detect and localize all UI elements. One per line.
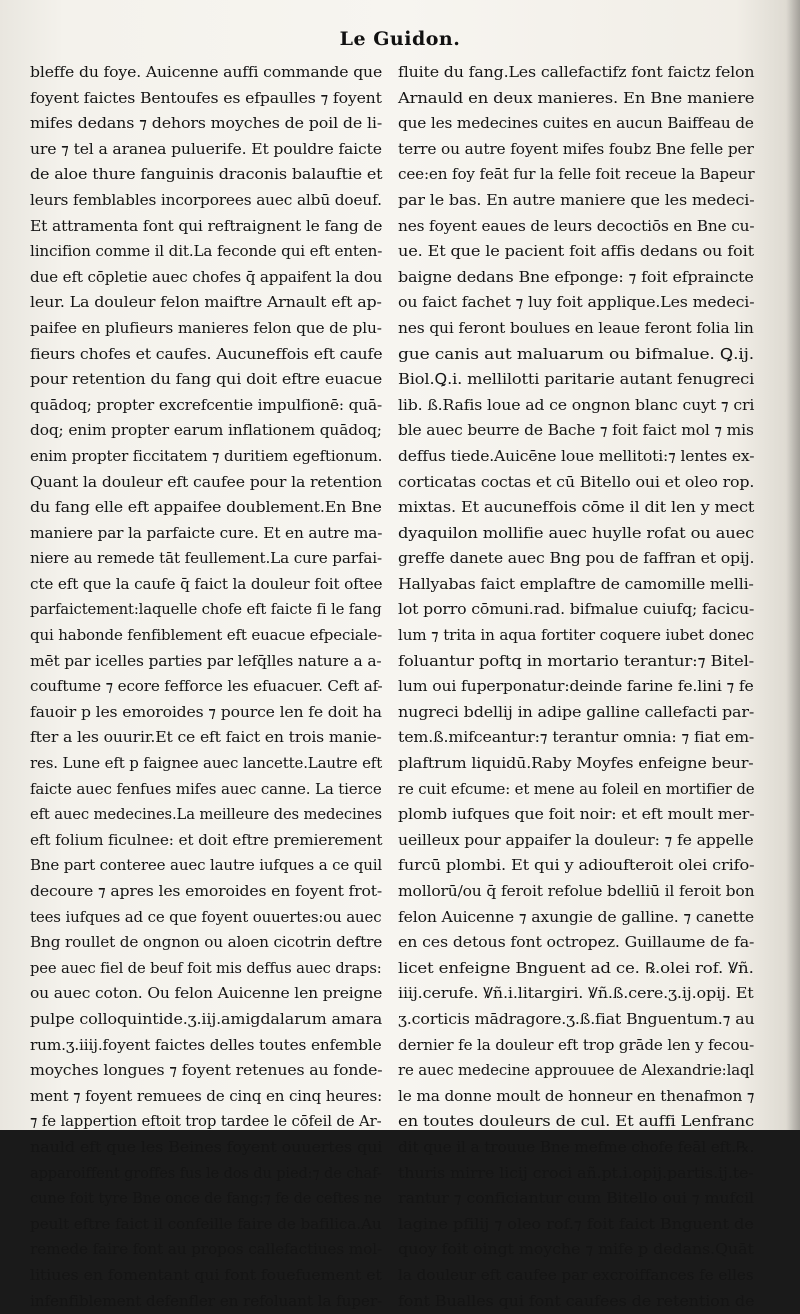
- text-line: fluite du fang.Les callefactifz font faictz felon: [398, 60, 769, 86]
- text-line: leur. La douleur felon maiftre Arnault eft ap-: [30, 290, 398, 316]
- text-line: rantur ⁊ conficiantur cum Bitello oui ⁊ mufcil: [398, 1186, 772, 1212]
- text-line: mollorū/ou q̄ feroit refolue bdelliū il feroit bon: [398, 879, 761, 905]
- text-line: paifee en plufieurs manieres felon que de plu-: [30, 316, 386, 342]
- text-line: lagine pfilij ⁊ oleo rof.⁊ foit faict Bnguent de: [398, 1212, 781, 1238]
- text-line: nes foyent eaues de leurs decoctiōs en Bne cu-: [398, 214, 757, 240]
- text-line: Et attramenta font qui reftraignent le fang de: [30, 214, 389, 240]
- text-line: niere au remede tāt feullement.La cure parfai-: [30, 546, 382, 572]
- text-line: que les medecines cuites en aucun Baiffeau de: [398, 111, 756, 137]
- text-line: pee auec fiel de beuf foit mis deffus auec draps:: [30, 956, 371, 982]
- text-line: fieurs chofes et caufes. Aucuneffois eft caufe: [30, 342, 395, 368]
- text-line: fter a les ouurir.Et ce eft faict en trois manie-: [30, 725, 392, 751]
- text-line: ure ⁊ tel a aranea puluerife. Et pouldre faicte: [30, 137, 392, 163]
- text-line: felon Auicenne ⁊ axungie de galline. ⁊ canette: [398, 905, 764, 931]
- text-line: faicte auec fenfues mifes auec canne. La tierce: [30, 777, 378, 803]
- text-line: bleffe du foye. Auicenne auffi commande que: [30, 60, 392, 86]
- text-line: licet enfeigne Bnguent ad ce. ℞.olei rof. Ꝟñ.: [398, 956, 787, 982]
- text-line: lum ⁊ trita in aqua fortiter coquere iubet donec: [398, 623, 753, 649]
- text-line: dernier fe la douleur eft trop grāde len y fecou-: [398, 1033, 752, 1059]
- text-line: peult eftre faict il confeille faire de bafilica.Au: [30, 1212, 385, 1238]
- text-line: ble auec beurre de Bache ⁊ foit faict mol ⁊ mis: [398, 418, 760, 444]
- text-line: quoy foit oingt moyche ⁊ mife p dedans.Quāt: [398, 1237, 773, 1263]
- text-line: iiij.cerufe. Ꝟñ.i.litargiri. Ꝟñ.ß.cere.ʒ.ij.opij. Et: [398, 981, 773, 1007]
- text-line: greffe danete auec Bng pou de faffran et opij.: [398, 546, 765, 572]
- text-line: mēt par icelles parties par lefq̄lles nature a a-: [30, 649, 388, 675]
- text-line: thuris mirre licij croci añ.pt.i.opij.partis.ij.te-: [398, 1161, 773, 1187]
- text-line: doq; enim propter earum inflationem quādoq;: [30, 418, 387, 444]
- text-line: par le bas. En autre maniere que les medeci-: [398, 188, 772, 214]
- text-line: qui habonde fenfiblement eft euacue efpeciale-: [30, 623, 378, 649]
- text-line: cune foit tyre Bne once de fang:⁊ fe de ceftes ne: [30, 1186, 369, 1212]
- text-line: ment ⁊ foyent remuees de cinq en cinq heures:: [30, 1084, 380, 1110]
- text-line: apparoiffent groffes fus le dos du pied:⁊ de chaf-: [30, 1161, 369, 1187]
- text-line: du fang elle eft appaifee doublement.En Bne: [30, 495, 397, 521]
- text-line: Bng roullet de ongnon ou aloen cicotrin deftre: [30, 930, 383, 956]
- text-line: ʒ.corticis mādragore.ʒ.ß.fiat Bnguentum.⁊ au: [398, 1007, 769, 1033]
- text-line: le ma donne moult de honneur en thenafmon ⁊: [398, 1084, 757, 1110]
- text-line: foluantur poftq in mortario terantur:⁊ Bitel-: [398, 649, 783, 675]
- text-line: plaftrum liquidū.Raby Moyfes enfeigne beur-: [398, 751, 770, 777]
- text-line: re auec medecine approuuee de Alexandrie:laql: [398, 1058, 748, 1084]
- text-line: res. Lune eft p faignee auec lancette.Lautre eft: [30, 751, 377, 777]
- text-line: rum.ʒ.iiij.foyent faictes delles toutes enfemble: [30, 1033, 384, 1059]
- text-line: parfaictement:laquelle chofe eft faicte fi le fang: [30, 597, 373, 623]
- text-line: foyent faictes Bentoufes es efpaulles ⁊ foyent: [30, 86, 393, 112]
- text-line: en ces detous font octropez. Guillaume de fa-: [398, 930, 769, 956]
- text-line: mifes dedans ⁊ dehors moyches de poil de li-: [30, 111, 398, 137]
- text-line: moyches longues ⁊ foyent retenues au fonde-: [30, 1058, 394, 1084]
- text-line: lot porro cōmuni.rad. bifmalue cuiufq; facicu-: [398, 597, 766, 623]
- text-line: remede faire font au propos callefactiues mol-: [30, 1237, 385, 1263]
- text-line: Arnauld en deux manieres. En Bne maniere: [398, 86, 782, 112]
- text-line: pour retention du fang qui doit eftre euacue: [30, 367, 401, 393]
- text-line: infenfiblement defenfler en refoluant la fuper-: [30, 1289, 385, 1314]
- text-line: Biol.Ꝗ.i. mellilotti paritarie autant fenugreci: [398, 367, 779, 393]
- text-line: nugreci bdellij in adipe galline callefacti par-: [398, 700, 772, 726]
- text-line: nauld eft que les Beines foyent ouuertes qui: [30, 1135, 402, 1161]
- text-line: Bne part conteree auec lautre iufques a ce quil: [30, 853, 378, 879]
- text-line: plomb iufques que foit noir: et eft moult mer-: [398, 802, 769, 828]
- text-line: tem.ß.mifceantur:⁊ terantur omnia: ⁊ fiat em-: [398, 725, 769, 751]
- text-line: ⁊ fe lappertion eftoit trop tardee le cōfeil de Ar-: [30, 1109, 375, 1135]
- text-line: baigne dedans Bne efponge: ⁊ foit efpraincte: [398, 265, 772, 291]
- text-line: la douleur eft caufee par excroiffances fe elles: [398, 1263, 759, 1289]
- text-line: fauoir p les emoroides ⁊ pource len fe doit ha: [30, 700, 392, 726]
- text-line: eft auec medecines.La meilleure des medecines: [30, 802, 372, 828]
- text-line: pulpe colloquintide.ʒ.iij.amigdalarum amara: [30, 1007, 400, 1033]
- text-line: decoure ⁊ apres les emoroides en foyent frot-: [30, 879, 392, 905]
- text-line: terre ou autre foyent mifes foubz Bne felle per: [398, 137, 758, 163]
- text-line: enim propter ficcitatem ⁊ duritiem egeftionum.: [30, 444, 378, 470]
- text-line: lum oui fuperponatur:deinde farine fe.lini ⁊ fe: [398, 674, 764, 700]
- right-column: [398, 60, 754, 1100]
- text-line: quādoq; propter excrefcentie impulfionē: quā-: [30, 393, 385, 419]
- text-line: en toutes douleurs de cul. Et auffi Lenfranc: [398, 1109, 783, 1135]
- text-line: cte eft que la caufe q̄ faict la douleur foit oftee: [30, 572, 383, 598]
- text-line: ueilleux pour appaifer la douleur: ⁊ fe appelle: [398, 828, 765, 854]
- text-line: litiues en fomentant qui font fouefuement et: [30, 1263, 400, 1289]
- text-line: tees iufques ad ce que foyent ouuertes:ou auec: [30, 905, 377, 931]
- text-line: cee:en foy feāt fur la felle foit receue la Bapeur: [398, 162, 753, 188]
- text-line: de aloe thure fanguinis draconis balauftie et: [30, 162, 400, 188]
- text-line: dyaquilon mollifie auec huylle rofat ou auec: [398, 521, 781, 547]
- text-line: ue. Et que le pacient foit affis dedans ou foit: [398, 239, 776, 265]
- text-line: deffus tiede.Auicēne loue mellitoti:⁊ lentes ex-: [398, 444, 762, 470]
- text-line: re cuit efcume: et mene au foleil en mortifier de: [398, 777, 747, 803]
- left-column: [30, 60, 382, 1100]
- text-line: ou faict fachet ⁊ luy foit applique.Les medeci-: [398, 290, 767, 316]
- text-line: nes qui feront boulues en leaue feront folia lin: [398, 316, 760, 342]
- text-line: lib. ß.Rafis loue ad ce ongnon blanc cuyt ⁊ cri: [398, 393, 766, 419]
- text-line: couftume ⁊ ecore fefforce les efuacuer. Ceft af-: [30, 674, 381, 700]
- text-line: dit que il a trouue Bne mefme chofe feāl eft.℞.: [398, 1135, 758, 1161]
- text-line: ou auec coton. Ou felon Auicenne len preigne: [30, 981, 389, 1007]
- text-line: Quant la douleur eft caufee pour la retention: [30, 470, 394, 496]
- text-line: Hallyabas faict emplaftre de camomille melli-: [398, 572, 766, 598]
- text-line: lincifion comme il dit.La feconde qui eft enten-: [30, 239, 381, 265]
- text-line: furcū plombi. Et qui y adioufteroit olei crifo-: [398, 853, 777, 879]
- text-line: leurs femblables incorporees auec albū doeuf.: [30, 188, 385, 214]
- text-line: mixtas. Et aucuneffois cōme il dit len y mect: [398, 495, 776, 521]
- text-line: due eft cōpletie auec chofes q̄ appaifent la dou: [30, 265, 381, 291]
- text-line: maniere par la parfaicte cure. Et en autre ma-: [30, 521, 385, 547]
- text-line: gue canis aut maluarum ou bifmalue. Ꝗ.ij.: [398, 342, 798, 368]
- text-line: eft folium ficulnee: et doit eftre premierement: [30, 828, 385, 854]
- running-title: Le Guidon.: [0, 28, 800, 50]
- text-line: font Bualles qui font caufees de retention de: [398, 1289, 775, 1314]
- text-line: corticatas coctas et cū Bitello oui et oleo rop.: [398, 470, 769, 496]
